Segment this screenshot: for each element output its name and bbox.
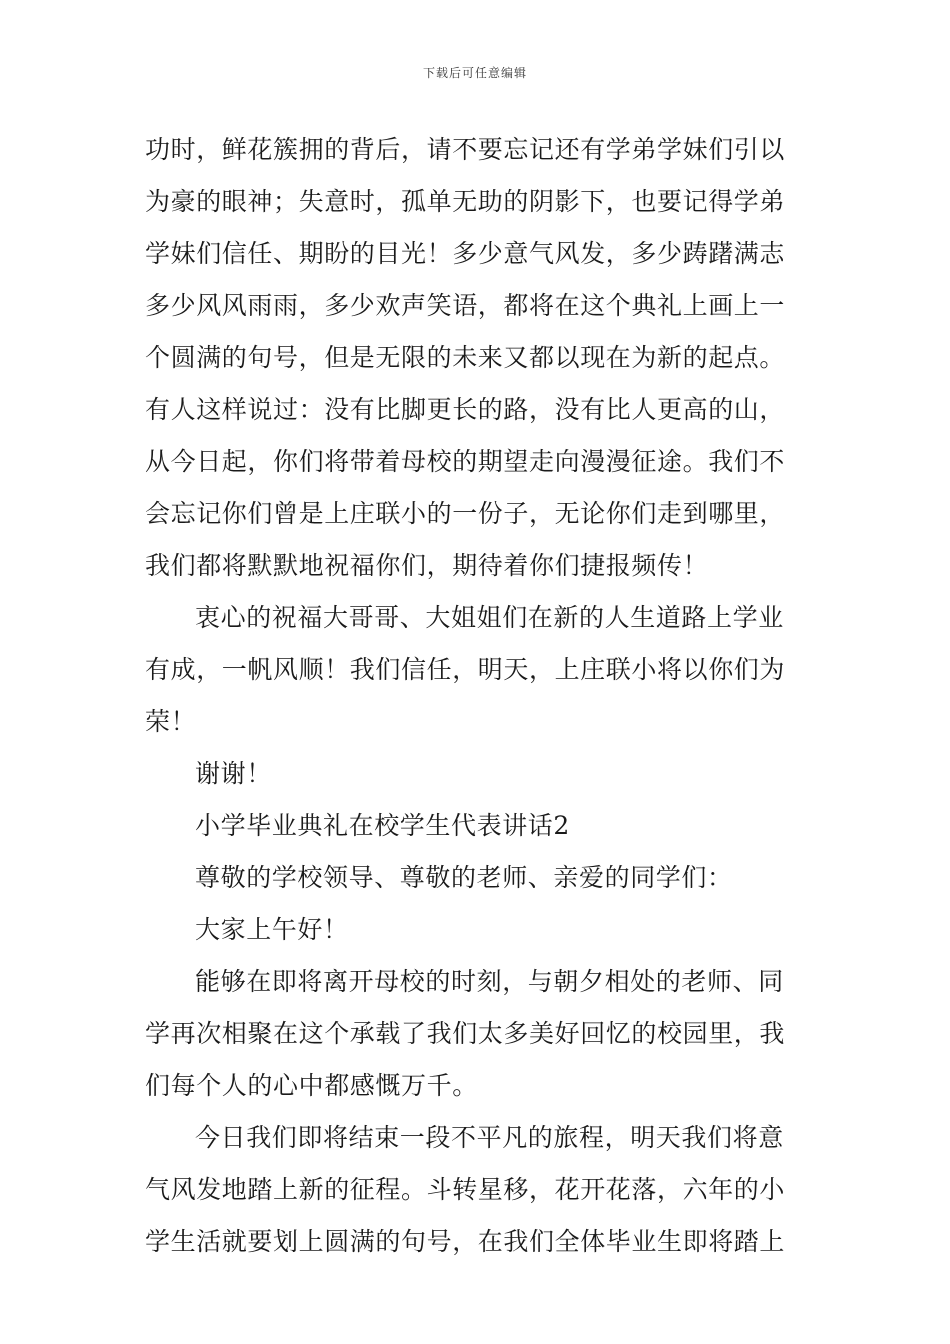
text-line: 们每个人的心中都感慨万千。 bbox=[145, 1071, 478, 1100]
text-line: 能够在即将离开母校的时刻，与朝夕相处的老师、同 bbox=[195, 967, 784, 996]
text-line: 谢谢！ bbox=[195, 759, 272, 788]
salutation: 尊敬的学校领导、尊敬的老师、亲爱的同学们： bbox=[195, 863, 733, 892]
text-line: 衷心的祝福大哥哥、大姐姐们在新的人生道路上学业 bbox=[195, 603, 784, 632]
text-line: 有人这样说过：没有比脚更长的路，没有比人更高的山， bbox=[145, 395, 786, 424]
text-line: 为豪的眼神；失意时，孤单无助的阴影下，也要记得学弟 bbox=[145, 187, 786, 216]
text-line: 今日我们即将结束一段不平凡的旅程，明天我们将意 bbox=[195, 1123, 784, 1152]
text-line: 多少风风雨雨，多少欢声笑语，都将在这个典礼上画上一 bbox=[145, 291, 786, 320]
text-line: 荣！ bbox=[145, 707, 197, 736]
text-line: 功时，鲜花簇拥的背后，请不要忘记还有学弟学妹们引以 bbox=[145, 135, 786, 164]
text-line: 个圆满的句号，但是无限的未来又都以现在为新的起点。 bbox=[145, 343, 786, 372]
text-line: 学再次相聚在这个承载了我们太多美好回忆的校园里，我 bbox=[145, 1019, 786, 1048]
text-line: 学妹们信任、期盼的目光！多少意气风发，多少踌躇满志 bbox=[145, 239, 786, 268]
text-line: 会忘记你们曾是上庄联小的一份子，无论你们走到哪里， bbox=[145, 499, 786, 528]
text-line: 我们都将默默地祝福你们，期待着你们捷报频传！ bbox=[145, 551, 709, 580]
document-body bbox=[145, 124, 809, 1268]
greeting: 大家上午好！ bbox=[195, 915, 349, 944]
text-line: 有成，一帆风顺！我们信任，明天，上庄联小将以你们为 bbox=[145, 655, 786, 684]
text-line: 学生活就要划上圆满的句号，在我们全体毕业生即将踏上 bbox=[145, 1227, 786, 1256]
text-line: 从今日起，你们将带着母校的期望走向漫漫征途。我们不 bbox=[145, 447, 786, 476]
section-title: 小学毕业典礼在校学生代表讲话2 bbox=[195, 811, 570, 840]
text-line: 气风发地踏上新的征程。斗转星移，花开花落，六年的小 bbox=[145, 1175, 786, 1204]
page-header-note: 下载后可任意编辑 bbox=[422, 66, 527, 80]
